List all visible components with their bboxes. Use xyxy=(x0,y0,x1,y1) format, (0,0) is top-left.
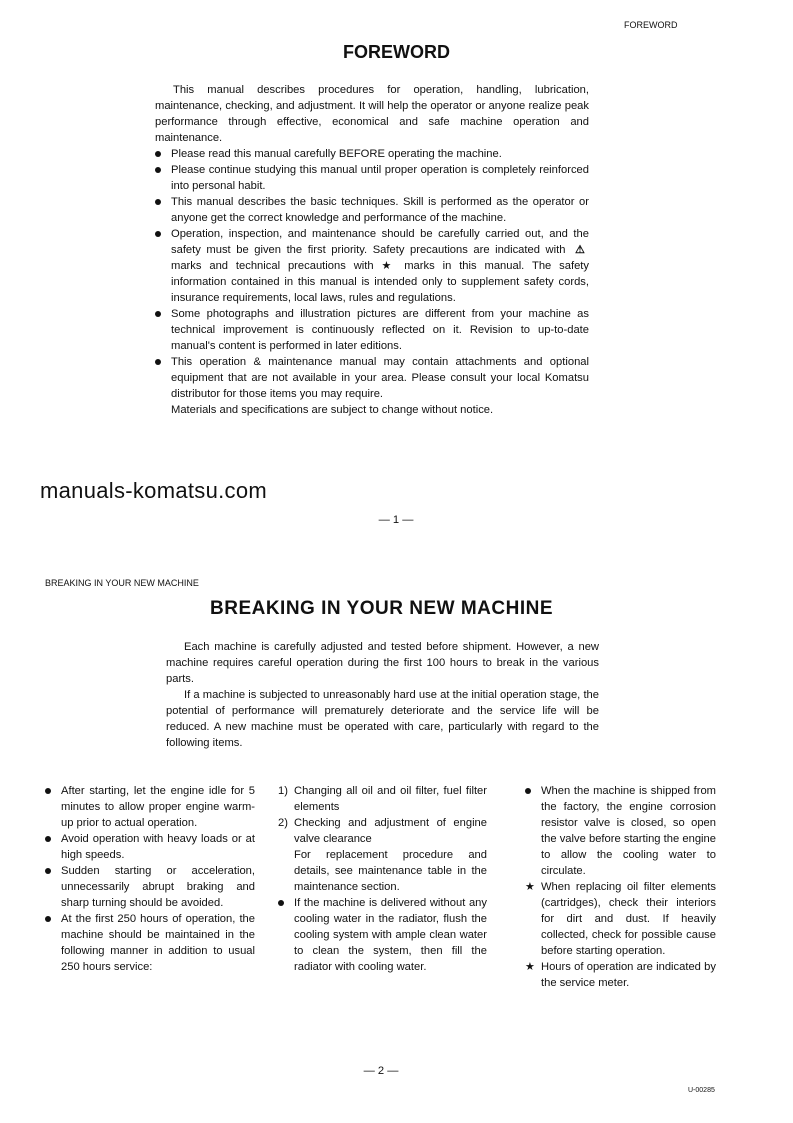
list-item-text: Sudden starting or acceleration, unnecessarily abrupt braking and sharp turning should be avoided. xyxy=(61,865,255,909)
watermark: manuals-komatsu.com xyxy=(40,478,267,503)
bullet-icon xyxy=(45,868,51,874)
list-item-text: This manual describes the basic techniques. Skill is performed as the operator or anyone get the correct knowledge and performance of the machine. xyxy=(171,196,589,224)
numbered-item xyxy=(278,815,487,847)
star-icon: ★ xyxy=(525,961,536,973)
bullet-icon xyxy=(155,167,161,173)
list-item-text: Some photographs and illustration pictures are different from your machine as technical improvement is continuously reflected on it. Revision to up-to-date manual's content is performed in later editions. xyxy=(171,308,589,352)
list-item xyxy=(155,162,589,194)
bullet-icon xyxy=(155,151,161,157)
list-item xyxy=(525,783,716,879)
breaking-in-intro xyxy=(166,639,599,751)
list-item-text: When the machine is shipped from the factory, the engine corrosion resistor valve is closed, so open the valve before starting the engine to allow the cooling water to circulate. xyxy=(541,785,716,877)
list-item-text: After starting, let the engine idle for 5 minutes to allow proper engine warm-up prior to actual operation. xyxy=(61,785,255,829)
list-item-text: marks in this manual. The safety information contained in this manual is intended only to supplement safety cords, insurance requirements, local laws, rules and regulations. xyxy=(171,260,590,304)
bullet-icon xyxy=(45,836,51,842)
bullet-icon xyxy=(155,231,161,237)
list-item xyxy=(278,895,487,975)
column-1 xyxy=(45,783,255,975)
list-item-text: Please read this manual carefully BEFORE operating the machine. xyxy=(171,148,502,160)
column-3 xyxy=(525,783,716,991)
page-number: — 1 — xyxy=(378,514,414,526)
list-item xyxy=(155,146,589,162)
item-number: 1) xyxy=(278,785,288,797)
numbered-item xyxy=(278,783,487,815)
list-item-text: Operation, inspection, and maintenance should be carefully carried out, and the safety must be given the first priority. Safety precautions are indicated with xyxy=(171,228,589,256)
intro-paragraph: Each machine is carefully adjusted and tested before shipment. However, a new machine requires careful operation during the first 100 hours to break in the various parts. xyxy=(166,641,599,685)
running-header: FOREWORD xyxy=(624,20,678,30)
bullet-icon xyxy=(155,199,161,205)
page-title: BREAKING IN YOUR NEW MACHINE xyxy=(210,598,553,619)
list-item-text: If the machine is delivered without any cooling water in the radiator, flush the cooling system with ample clean water to clean the system, then fill the radiator with cooling water. xyxy=(294,897,487,973)
list-item-text: This operation & maintenance manual may contain attachments and optional equipment that are not available in your area. Please consult your local Komatsu distributor for those items you may require. xyxy=(171,356,589,400)
list-item-text: Avoid operation with heavy loads or at high speeds. xyxy=(61,833,255,861)
list-item xyxy=(155,306,589,354)
star-note xyxy=(525,959,716,991)
list-item xyxy=(45,911,255,975)
list-item-text: Changing all oil and oil filter, fuel filter elements xyxy=(294,785,487,813)
page-title: FOREWORD xyxy=(343,42,450,62)
list-item xyxy=(155,194,589,226)
list-item-text: At the first 250 hours of operation, the machine should be maintained in the following manner in addition to usual 250 hours service: xyxy=(61,913,255,973)
list-item xyxy=(45,863,255,911)
replacement-note: For replacement procedure and details, see maintenance table in the maintenance section. xyxy=(294,849,487,893)
intro-paragraph: This manual describes procedures for operation, handling, lubrication, maintenance, checking, and adjustment. It will help the operator or anyone realize peak performance through effective, economical and safe machine operation and maintenance. xyxy=(155,84,589,144)
document-code: U-00285 xyxy=(688,1087,715,1094)
warning-triangle-icon: ⚠ xyxy=(574,244,586,256)
list-item-text: When replacing oil filter elements (cartridges), check their interiors for dirt and dust. If heavily collected, check for possible cause before starting operation. xyxy=(541,881,716,957)
star-note xyxy=(525,879,716,959)
column-2 xyxy=(278,783,487,975)
foreword-body xyxy=(155,82,589,418)
bullet-icon xyxy=(45,788,51,794)
closing-note: Materials and specifications are subject to change without notice. xyxy=(171,404,494,416)
bullet-icon xyxy=(525,788,531,794)
intro-paragraph: If a machine is subjected to unreasonably hard use at the initial operation stage, the potential of performance will prematurely deteriorate and the service life will be reduced. A new machine must be operated with care, particularly with regard to the following items. xyxy=(166,689,599,749)
list-item xyxy=(155,354,589,402)
list-item xyxy=(45,831,255,863)
page-number: — 2 — xyxy=(363,1065,399,1077)
list-item-text: Please continue studying this manual until proper operation is completely reinforced into personal habit. xyxy=(171,164,589,192)
star-icon: ★ xyxy=(525,881,536,893)
list-item-text: Checking and adjustment of engine valve clearance xyxy=(294,817,487,845)
running-header: BREAKING IN YOUR NEW MACHINE xyxy=(45,578,199,588)
list-item-text: Hours of operation are indicated by the service meter. xyxy=(541,961,716,989)
bullet-icon xyxy=(155,311,161,317)
star-icon: ★ xyxy=(381,260,397,272)
item-number: 2) xyxy=(278,817,288,829)
list-item xyxy=(45,783,255,831)
bullet-icon xyxy=(278,900,284,906)
bullet-icon xyxy=(155,359,161,365)
bullet-icon xyxy=(45,916,51,922)
list-item-safety xyxy=(155,226,589,306)
list-item-text: marks and technical precautions with xyxy=(171,260,374,272)
